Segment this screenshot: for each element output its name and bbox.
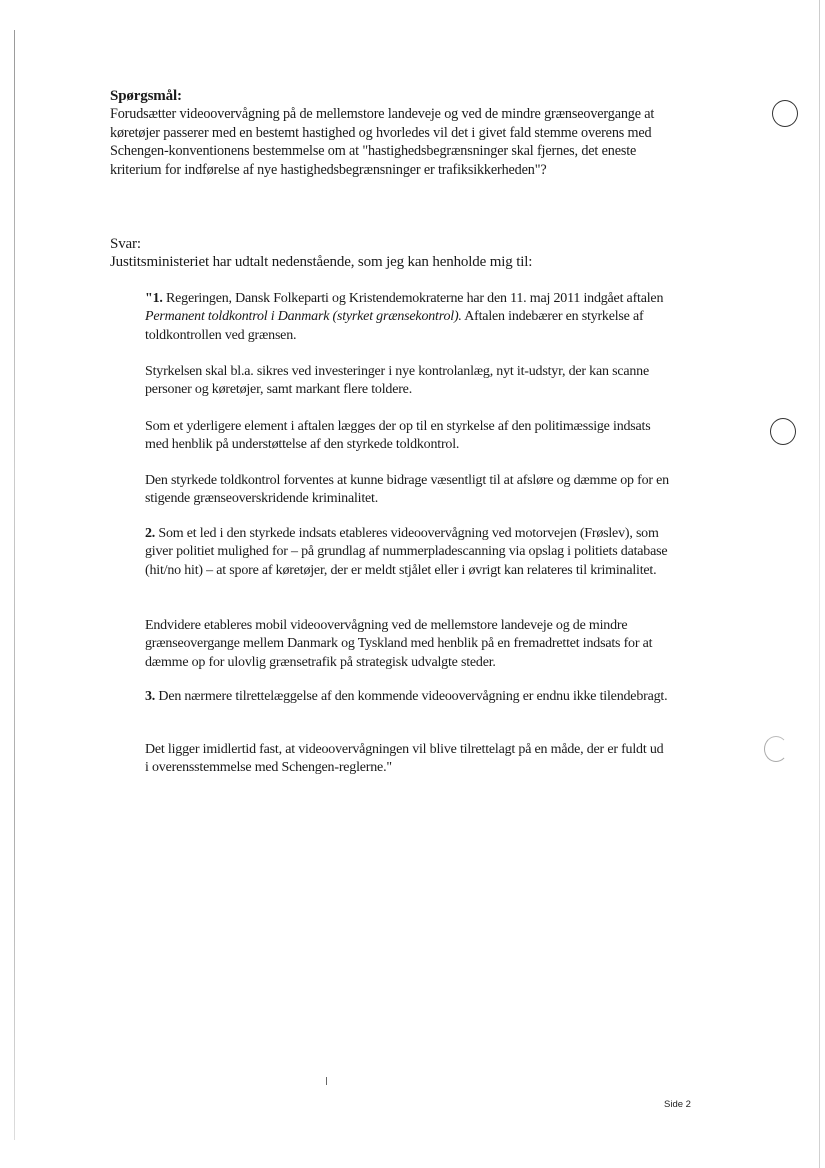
question-body: Forudsætter videoovervågning på de mellemstore landeveje og ved de mindre grænseovergange at køretøjer passerer med en bestemt hastighed og hvorledes vil det i givet fald stemme overens med Schengen-konventionens bestemmelse om at "hastighedsbegrænsninger skal fjernes, det eneste kriterium for indførelse af nye hastighedsbegrænsninger er trafiksikkerheden"?	[110, 106, 655, 178]
paragraph-number: 3.	[145, 689, 156, 704]
paragraph-text: Den nærmere tilrettelæggelse af den kommende videoovervågning er endnu ikke tilendebragt.	[155, 689, 668, 704]
quote-paragraph-1	[145, 290, 670, 345]
paragraph-number: 2.	[145, 526, 156, 541]
page-number: Side 2	[664, 1099, 691, 1110]
paragraph-text: Regeringen, Dansk Folkeparti og Kristendemokraterne har den 11. maj 2011 indgået aftalen	[162, 291, 664, 306]
scan-edge-left	[14, 30, 15, 1140]
quote-paragraph-4: Den styrkede toldkontrol forventes at kunne bidrage væsentligt til at afsløre og dæmme op for en stigende grænseoverskridende kriminalitet.	[145, 473, 669, 507]
punch-hole-icon	[772, 100, 798, 127]
punch-hole-icon	[764, 736, 788, 762]
question-heading: Spørgsmål:	[110, 88, 182, 104]
agreement-title: Permanent toldkontrol i Danmark (styrket grænsekontrol).	[145, 309, 462, 325]
quote-paragraph-7	[145, 688, 670, 706]
answer-heading: Svar:	[110, 236, 141, 252]
paragraph-text: Aftalen indebærer en styrkelse af toldkontrollen ved grænsen.	[145, 309, 644, 343]
scan-speck	[326, 1077, 327, 1085]
question-section	[110, 87, 670, 179]
quote-paragraph-2: Styrkelsen skal bl.a. sikres ved investeringer i nye kontrolanlæg, nyt it-udstyr, der kan scanne personer og køretøjer, samt markant flere toldere.	[145, 364, 649, 398]
punch-hole-icon	[770, 418, 796, 445]
answer-intro: Justitsministeriet har udtalt nedenstående, som jeg kan henholde mig til:	[110, 254, 533, 271]
quote-paragraph-3: Som et yderligere element i aftalen lægges der op til en styrkelse af den politimæssige indsats med henblik på understøttelse af den styrkede toldkontrol.	[145, 419, 651, 453]
quote-paragraph-8: Det ligger imidlertid fast, at videoovervågningen vil blive tilrettelagt på en måde, der er fuldt ud i overensstemmelse med Schengen-reglerne."	[145, 742, 664, 776]
paragraph-text: Som et led i den styrkede indsats etableres videoovervågning ved motorvejen (Frøslev), som giver politiet mulighed for – på grundlag af nummerpladescanning via opslag i politiets database (hit/no hit) – at spore af køretøjer, der er meldt stjålet eller i øvrigt kan relateres til kriminalitet.	[145, 526, 668, 578]
scan-edge-right	[819, 0, 820, 1168]
answer-section	[110, 235, 670, 272]
quote-paragraph-6: Endvidere etableres mobil videoovervågning ved de mellemstore landeveje og de mindre grænseovergange mellem Danmark og Tyskland med henblik på en fremadrettet indsats for at dæmme op for ulovlig grænsetrafik på strategisk udvalgte steder.	[145, 618, 653, 670]
quote-paragraph-5	[145, 525, 670, 580]
paragraph-number: "1.	[145, 291, 163, 306]
